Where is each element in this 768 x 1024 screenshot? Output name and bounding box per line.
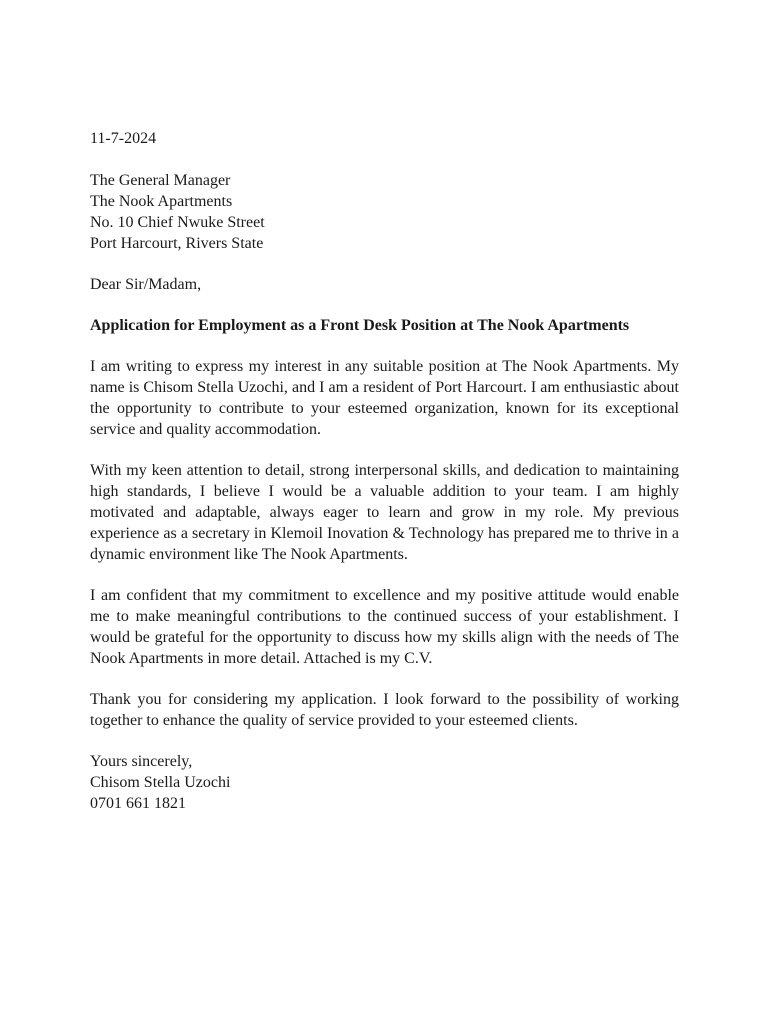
recipient-line-city: Port Harcourt, Rivers State (90, 235, 264, 252)
recipient-line-company: The Nook Apartments (90, 193, 233, 210)
body-paragraph-intro: I am writing to express my interest in any suitable position at The Nook Apartments. My name is Chisom Stella Uzochi, and I am a resident of Port Harcourt. I am enthusiastic about the opportunity to contribute to your esteemed organization, known for its exceptional service and quality accommodation. (90, 358, 679, 438)
subject-line: Application for Employment as a Front Desk Position at The Nook Apartments (90, 317, 630, 334)
salutation: Dear Sir/Madam, (90, 276, 202, 293)
body-paragraph-skills: With my keen attention to detail, strong interpersonal skills, and dedication to maintaining high standards, I believe I would be a valuable addition to your team. I am highly motivated and adaptable, always eager to learn and grow in my role. My previous experience as a secretary in Klemoil Inovation & Technology has prepared me to thrive in a dynamic environment like The Nook Apartments. (90, 462, 679, 563)
body-paragraph-thanks: Thank you for considering my application. I look forward to the possibility of working together to enhance the quality of service provided to your esteemed clients. (90, 691, 679, 729)
recipient-address (90, 170, 679, 254)
letter-page (90, 128, 679, 814)
signature-block (90, 751, 679, 814)
letter-date: 11-7-2024 (90, 130, 157, 147)
body-paragraph-commitment: I am confident that my commitment to excellence and my positive attitude would enable me to make meaningful contributions to the continued success of your establishment. I would be grateful for the opportunity to discuss how my skills align with the needs of The Nook Apartments in more detail. Attached is my C.V. (90, 587, 679, 667)
sender-name: Chisom Stella Uzochi (90, 774, 231, 791)
recipient-line-street: No. 10 Chief Nwuke Street (90, 214, 265, 231)
closing: Yours sincerely, (90, 753, 193, 770)
recipient-line-title: The General Manager (90, 172, 231, 189)
sender-phone: 0701 661 1821 (90, 795, 186, 812)
